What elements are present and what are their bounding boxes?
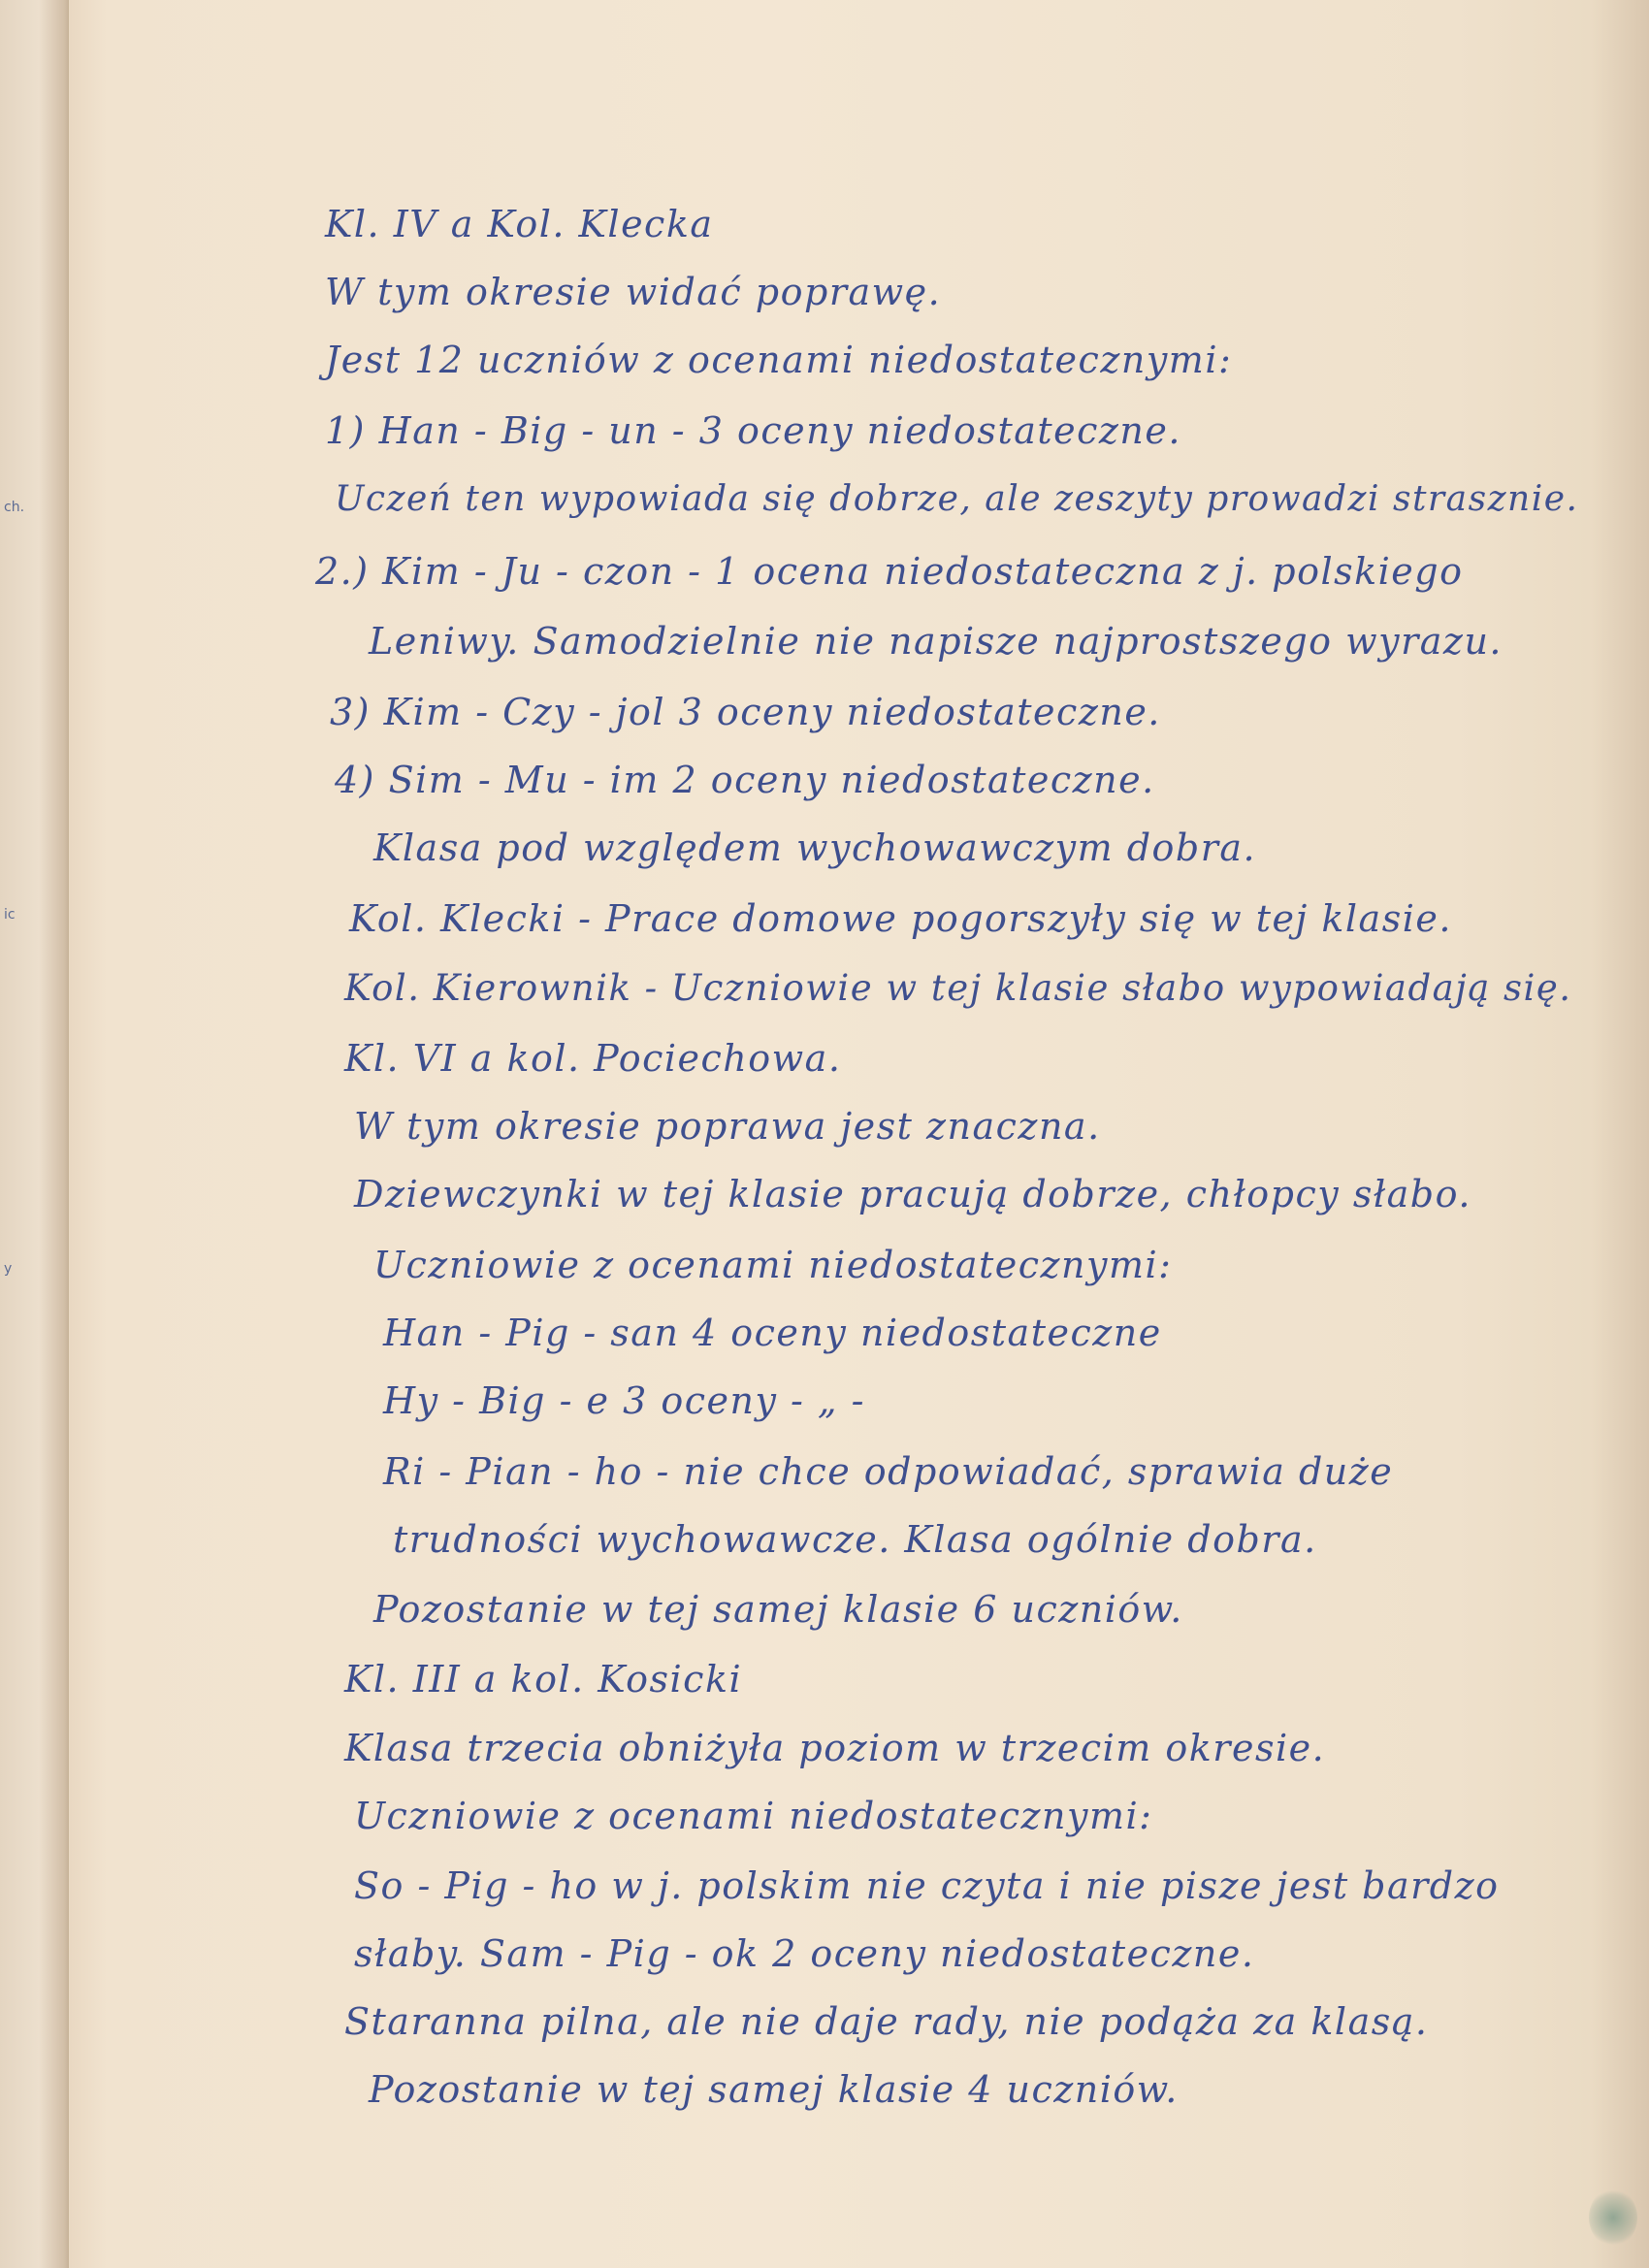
note-line: Dziewczynki w tej klasie pracują dobrze, chłopcy słabo.: [354, 1173, 1471, 1215]
note-line: 2.) Kim - Ju - czon - 1 ocena niedostateczna z j. polskiego: [315, 550, 1464, 593]
note-line: Ri - Pian - ho - nie chce odpowiadać, sprawia duże: [383, 1450, 1394, 1493]
margin-ink-mark: ch.: [4, 500, 25, 515]
note-line: W tym okresie poprawa jest znaczna.: [354, 1105, 1101, 1148]
note-line: Uczniowie z ocenami niedostatecznymi:: [373, 1244, 1173, 1286]
note-line: 1) Han - Big - un - 3 oceny niedostateczne.: [325, 409, 1181, 452]
note-line: Kl. IV a Kol. Klecka: [325, 203, 714, 245]
note-line: Kl. VI a kol. Pociechowa.: [344, 1037, 842, 1080]
note-line: słaby. Sam - Pig - ok 2 oceny niedostateczne.: [354, 1932, 1255, 1975]
note-line: Jest 12 uczniów z ocenami niedostatecznymi:: [325, 339, 1233, 381]
note-line: Kol. Klecki - Prace domowe pogorszyły się w tej klasie.: [349, 897, 1452, 940]
note-line: Uczniowie z ocenami niedostatecznymi:: [354, 1795, 1153, 1837]
note-line: Han - Pig - san 4 oceny niedostateczne: [383, 1312, 1162, 1354]
margin-ink-mark: ic: [4, 907, 16, 923]
note-line: Kol. Kierownik - Uczniowie w tej klasie słabo wypowiadają się.: [344, 967, 1572, 1009]
note-line: 4) Sim - Mu - im 2 oceny niedostateczne.: [335, 759, 1155, 801]
note-line: Leniwy. Samodzielnie nie napisze najprostszego wyrazu.: [369, 620, 1504, 663]
note-line: Klasa trzecia obniżyła poziom w trzecim okresie.: [344, 1727, 1326, 1769]
note-line: trudności wychowawcze. Klasa ogólnie dobra.: [393, 1518, 1317, 1561]
note-line: Pozostanie w tej samej klasie 6 uczniów.: [373, 1588, 1183, 1631]
note-line: W tym okresie widać poprawę.: [325, 271, 942, 313]
margin-ink-mark: y: [4, 1261, 13, 1277]
note-line: Klasa pod względem wychowawczym dobra.: [373, 826, 1257, 869]
note-line: 3) Kim - Czy - jol 3 oceny niedostateczne.: [330, 691, 1161, 733]
note-line: Uczeń ten wypowiada się dobrze, ale zeszyty prowadzi strasznie.: [335, 479, 1579, 519]
note-line: Staranna pilna, ale nie daje rady, nie podąża za klasą.: [344, 2000, 1429, 2043]
note-line: Pozostanie w tej samej klasie 4 uczniów.: [369, 2068, 1179, 2111]
note-line: Hy - Big - e 3 oceny - „ -: [383, 1379, 866, 1422]
note-line: So - Pig - ho w j. polskim nie czyta i nie pisze jest bardzo: [354, 1864, 1500, 1907]
note-line: Kl. III a kol. Kosicki: [344, 1658, 743, 1701]
